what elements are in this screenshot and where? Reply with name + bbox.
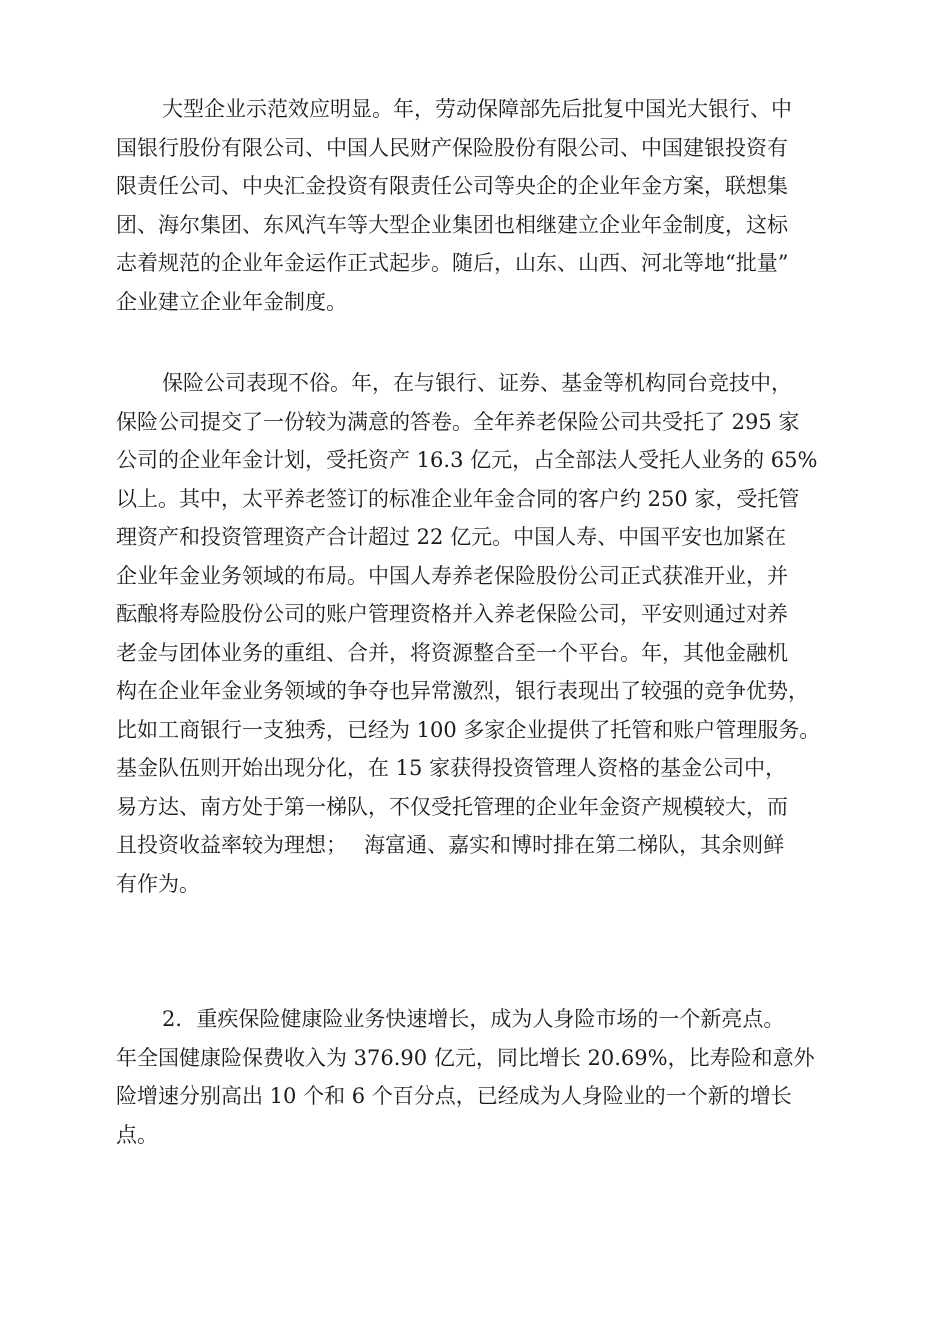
text-line: 易方达、南方处于第一梯队，不仅受托管理的企业年金资产规模较大，而 [116,794,788,819]
text-line: 保险公司提交了一份较为满意的答卷。全年养老保险公司共受托了 295 家 [116,409,800,434]
text-line: 有作为。 [116,871,200,896]
text-line: 险增速分别高出 10 个和 6 个百分点，已经成为人身险业的一个新的增长 [116,1084,792,1108]
text-line: 年全国健康险保费收入为 376.90 亿元，同比增长 20.69%，比寿险和意外 [116,1045,815,1070]
paragraph-large-enterprises [116,90,836,321]
text-line: 限责任公司、中央汇金投资有限责任公司等央企的企业年金方案，联想集 [116,174,788,198]
text-line: 比如工商银行一支独秀，已经为 100 多家企业提供了托管和账户管理服务。 [116,717,821,742]
paragraph-health-insurance [116,1000,836,1154]
text-line: 企业年金业务领域的布局。中国人寿养老保险股份公司正式获准开业，并 [116,563,788,588]
text-line: 基金队伍则开始出现分化，在 15 家获得投资管理人资格的基金公司中， [116,756,787,780]
text-line: 志着规范的企业年金运作正式起步。随后，山东、山西、河北等地“批量” [116,251,789,275]
text-line: 酝酿将寿险股份公司的账户管理资格并入养老保险公司，平安则通过对养 [116,602,788,626]
text-line: 保险公司表现不俗。年，在与银行、证券、基金等机构同台竞技中， [162,371,792,395]
text-line: 企业建立企业年金制度。 [116,289,347,314]
text-line: 点。 [116,1122,158,1147]
text-line: 国银行股份有限公司、中国人民财产保险股份有限公司、中国建银投资有 [116,135,788,160]
text-line: 理资产和投资管理资产合计超过 22 亿元。中国人寿、中国平安也加紧在 [116,525,787,549]
text-line: 公司的企业年金计划，受托资产 16.3 亿元，占全部法人受托人业务的 65% [116,448,818,472]
text-line: 老金与团体业务的重组、合并，将资源整合至一个平台。年，其他金融机 [116,640,788,665]
text-line: 2．重疾保险健康险业务快速增长，成为人身险市场的一个新亮点。 [162,1007,785,1031]
text-line: 且投资收益率较为理想； 海富通、嘉实和博时排在第二梯队，其余则鲜 [116,833,785,857]
text-line: 构在企业年金业务领域的争夺也异常激烈，银行表现出了较强的竞争优势， [116,679,809,703]
text-line: 大型企业示范效应明显。年，劳动保障部先后批复中国光大银行、中 [162,97,792,121]
paragraph-insurance-companies [116,364,836,903]
text-line: 团、海尔集团、东风汽车等大型企业集团也相继建立企业年金制度，这标 [116,212,788,237]
text-line: 以上。其中，太平养老签订的标准企业年金合同的客户约 250 家，受托管 [116,486,800,511]
